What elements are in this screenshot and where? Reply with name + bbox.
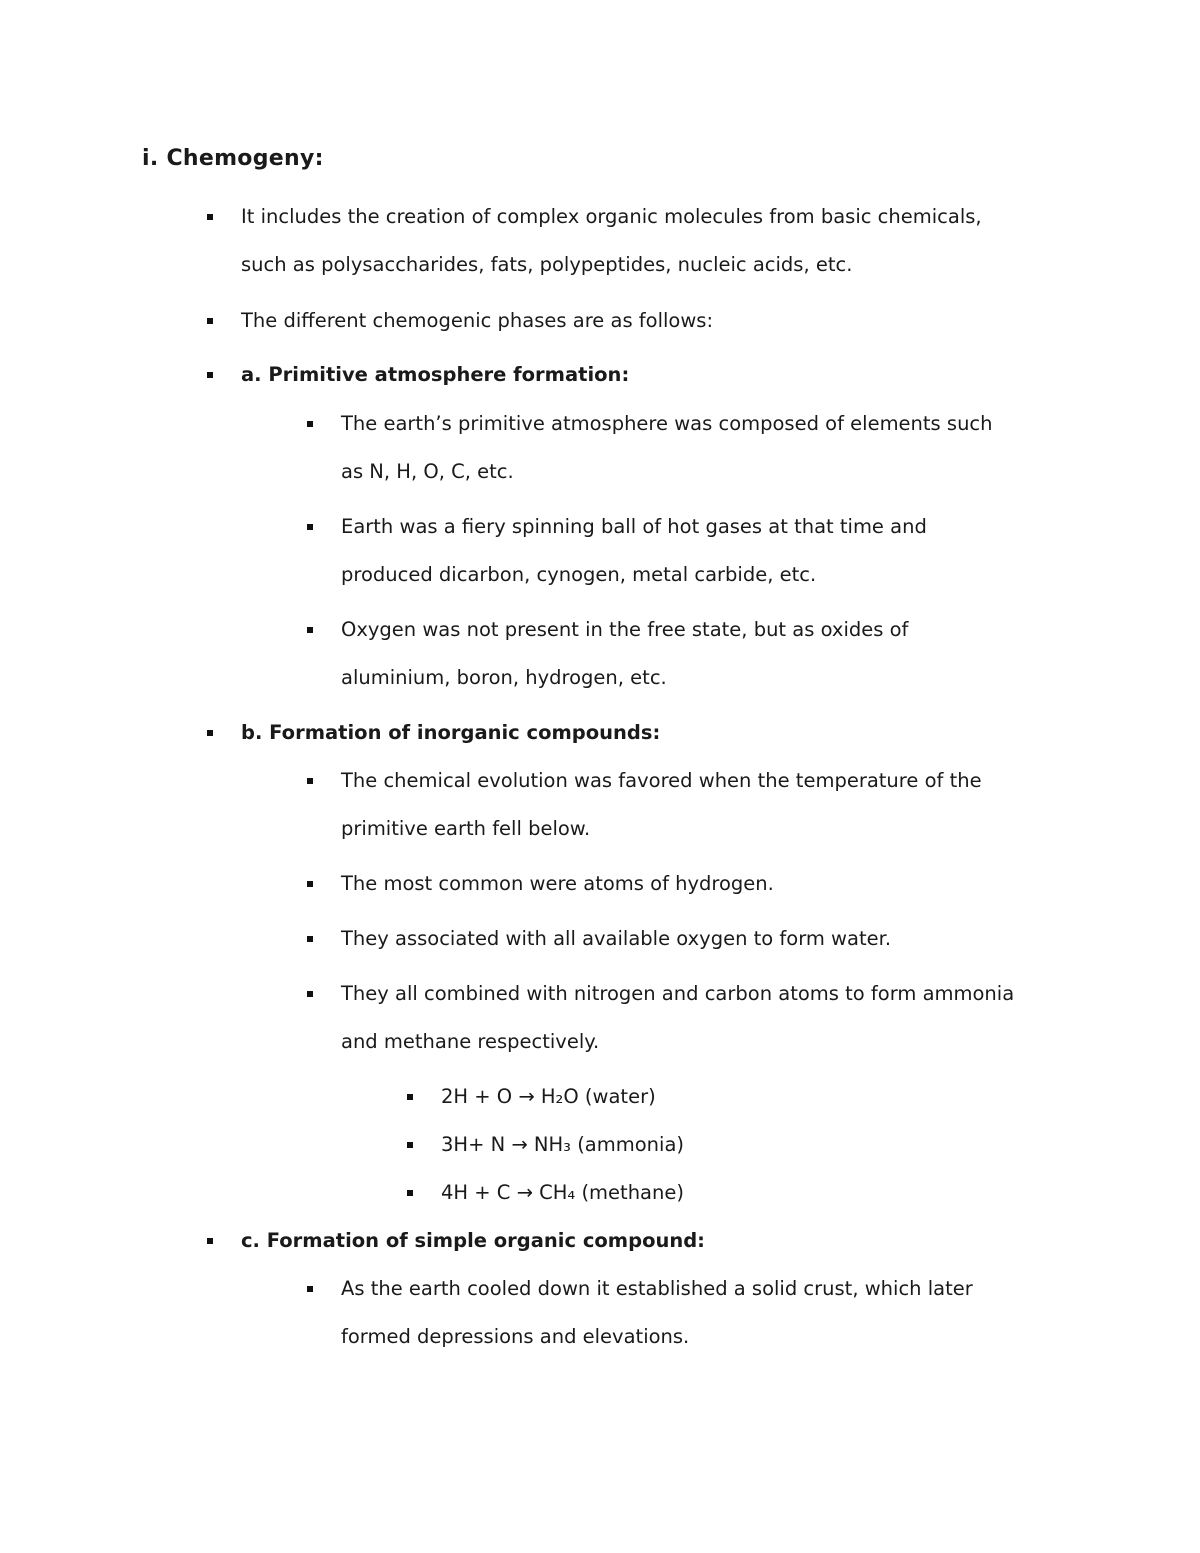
subsection-heading: b. Formation of inorganic compounds:: [241, 721, 661, 744]
bullet-icon: [207, 318, 213, 324]
list-item-line: The most common were atoms of hydrogen.: [341, 872, 774, 895]
list-item-line: Oxygen was not present in the free state, but as oxides of: [341, 618, 909, 641]
list-item-line: produced dicarbon, cynogen, metal carbide, etc.: [341, 563, 817, 586]
equation-line: 4H + C → CH₄ (methane): [441, 1181, 684, 1204]
list-item-line: aluminium, boron, hydrogen, etc.: [341, 666, 667, 689]
bullet-icon: [307, 1286, 313, 1292]
list-item-line: As the earth cooled down it established a solid crust, which later: [341, 1277, 973, 1300]
bullet-icon: [307, 881, 313, 887]
list-item-line: It includes the creation of complex organic molecules from basic chemicals,: [241, 205, 982, 228]
subsection-heading: a. Primitive atmosphere formation:: [241, 363, 630, 386]
list-item-line: and methane respectively.: [341, 1030, 600, 1053]
list-item-line: The chemical evolution was favored when the temperature of the: [341, 769, 982, 792]
bullet-icon: [307, 421, 313, 427]
list-item-line: Earth was a fiery spinning ball of hot gases at that time and: [341, 515, 927, 538]
list-item-line: primitive earth fell below.: [341, 817, 591, 840]
bullet-icon: [307, 524, 313, 530]
bullet-icon: [207, 372, 213, 378]
list-item-line: The earth’s primitive atmosphere was composed of elements such: [341, 412, 993, 435]
bullet-icon: [307, 627, 313, 633]
list-item-line: They all combined with nitrogen and carbon atoms to form ammonia: [341, 982, 1015, 1005]
bullet-icon: [407, 1142, 413, 1148]
bullet-icon: [207, 214, 213, 220]
section-heading: i. Chemogeny:: [142, 146, 324, 171]
bullet-icon: [407, 1190, 413, 1196]
list-item-line: The different chemogenic phases are as follows:: [241, 309, 714, 332]
list-item-line: formed depressions and elevations.: [341, 1325, 690, 1348]
bullet-icon: [207, 730, 213, 736]
equation-line: 2H + O → H₂O (water): [441, 1085, 656, 1108]
bullet-icon: [407, 1094, 413, 1100]
list-item-line: such as polysaccharides, fats, polypeptides, nucleic acids, etc.: [241, 253, 853, 276]
bullet-icon: [307, 778, 313, 784]
list-item-line: as N, H, O, C, etc.: [341, 460, 514, 483]
equation-line: 3H+ N → NH₃ (ammonia): [441, 1133, 685, 1156]
bullet-icon: [307, 936, 313, 942]
bullet-icon: [207, 1238, 213, 1244]
bullet-icon: [307, 991, 313, 997]
list-item-line: They associated with all available oxygen to form water.: [341, 927, 892, 950]
subsection-heading: c. Formation of simple organic compound:: [241, 1229, 705, 1252]
